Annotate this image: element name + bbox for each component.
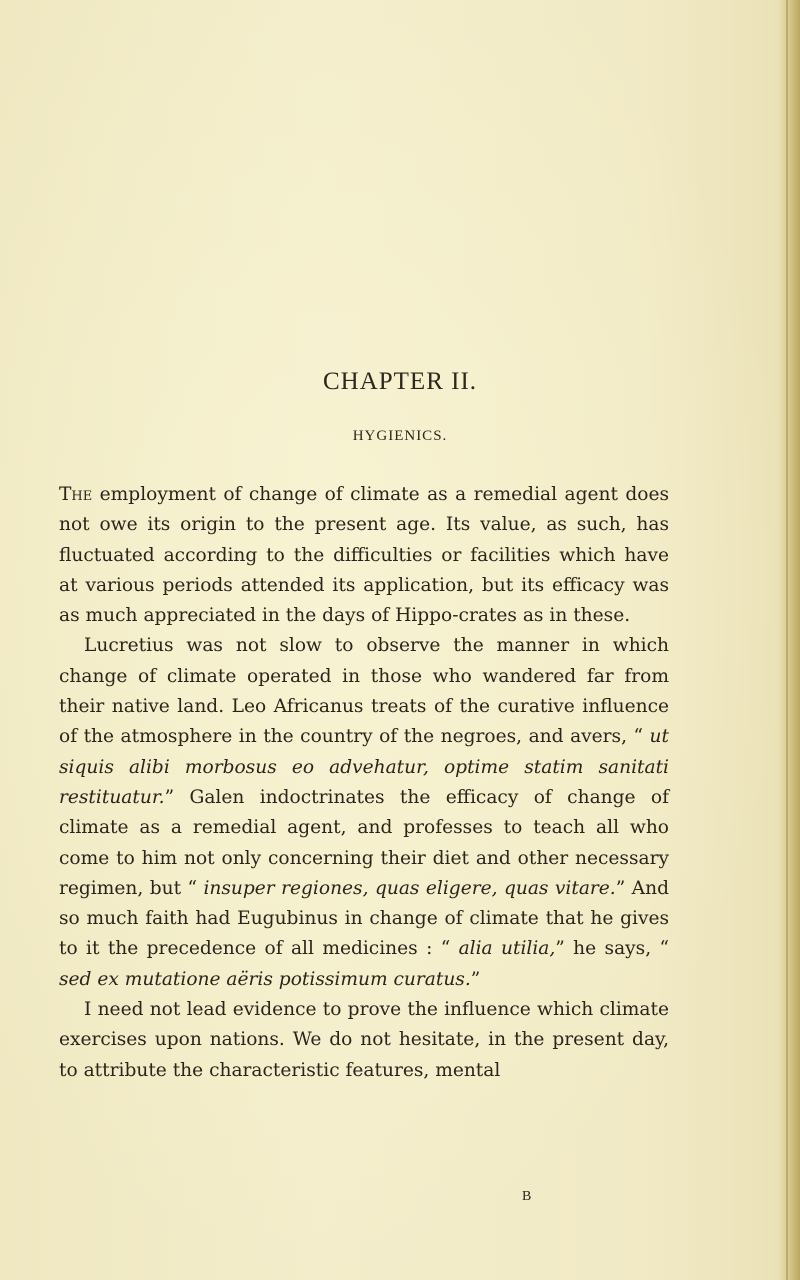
paragraph-2-text-5: ” — [470, 968, 481, 990]
paragraph-3 — [59, 995, 669, 1086]
paragraph-1-text: employment of change of climate as a remedial agent does not owe its origin to the present age. Its value, as such, has fluctuated according to the difficulties or facilities which have at various periods attended its application, but its efficacy was as much appreciated in the days of Hippo-crates as in these. — [59, 484, 669, 627]
paragraph-1 — [59, 480, 669, 631]
latin-quote-3: alia utilia, — [458, 938, 556, 960]
body-text — [59, 480, 669, 1086]
paragraph-1-lead-word: The — [59, 484, 93, 505]
page-edge-shadow — [778, 0, 800, 1280]
chapter-heading: CHAPTER II. — [322, 368, 478, 395]
signature-mark: B — [522, 1189, 532, 1204]
latin-quote-4: sed ex mutatione aëris potissimum curatus. — [59, 968, 471, 990]
latin-quote-2: insuper regiones, quas eligere, quas vitare. — [203, 877, 616, 899]
paragraph-2-text-3: ” And so much faith had Eugubinus in change of climate that he gives to it the precedence of all medicines : “ — [59, 877, 669, 960]
latin-quote-1: ut siquis alibi morbosus eo advehatur, optime statim sanitati restituatur. — [59, 726, 669, 808]
paragraph-2 — [59, 631, 669, 995]
paragraph-2-text-1: Lucretius was not slow to observe the manner in which change of climate operated in those who wandered far from their native land. Leo Africanus treats of the curative influence of the atmosphere in the country of the negroes, and avers, “ — [59, 635, 669, 748]
paragraph-2-text-4: ” he says, “ — [555, 938, 669, 960]
section-heading: HYGIENICS. — [352, 428, 448, 444]
page-edge-line — [786, 0, 788, 1280]
paragraph-3-text: I need not lead evidence to prove the influence which climate exercises upon nations. We do not hesitate, in the present day, to attribute the characteristic features, mental — [59, 999, 669, 1081]
paragraph-2-text-2: ” Galen indoctrinates the efficacy of change of climate as a remedial agent, and professes to teach all who come to him not only concerning their diet and other necessary regimen, but “ — [59, 786, 669, 899]
